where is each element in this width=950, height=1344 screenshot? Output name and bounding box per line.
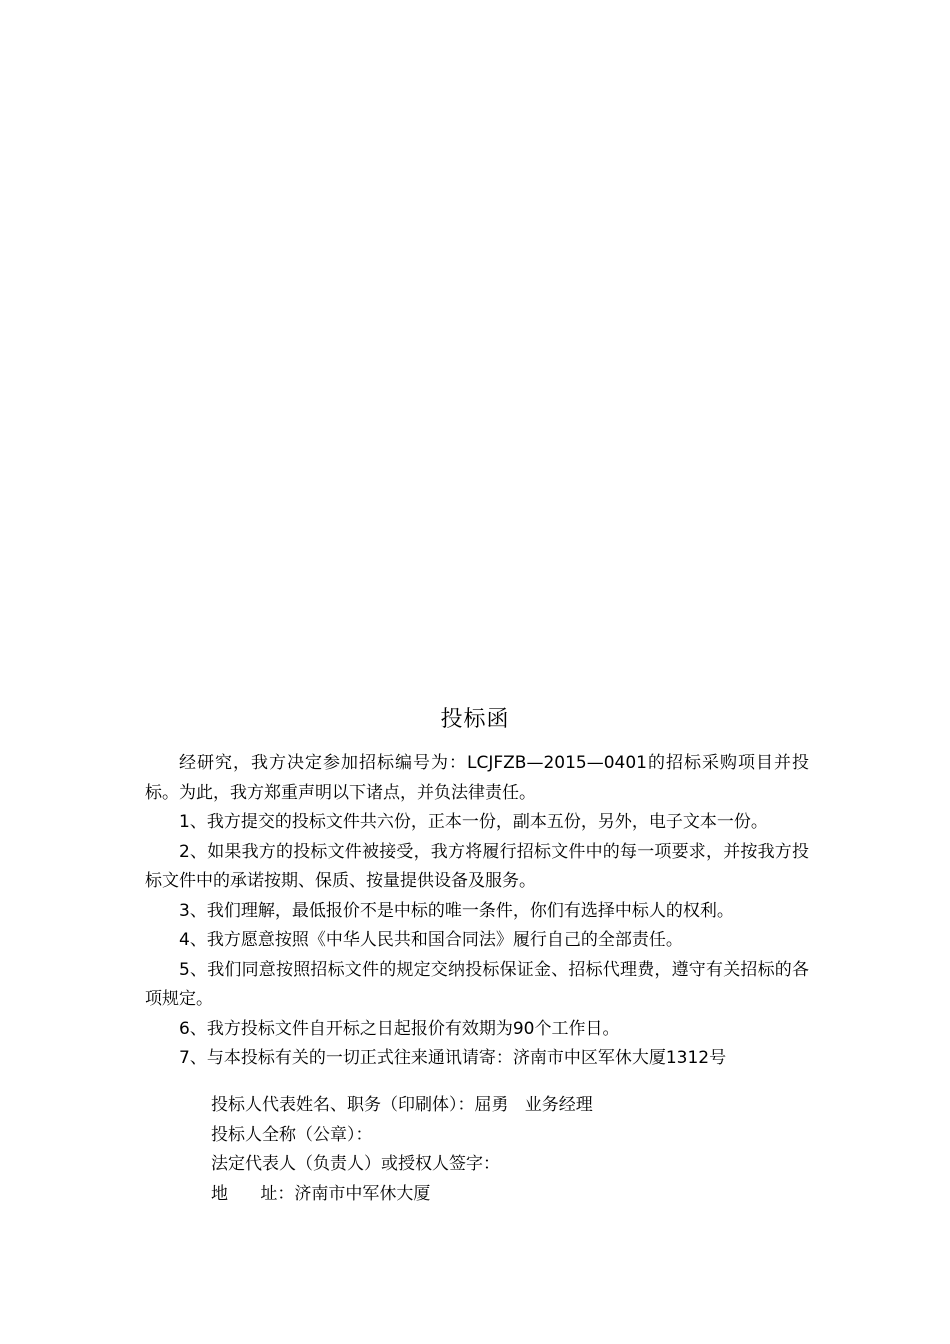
bidder-full-name-line: 投标人全称（公章）： [211,1124,373,1145]
intro-paragraph: 经研究，我方决定参加招标编号为：LCJFZB—2015—0401的招标采购项目并投标。为此，我方郑重声明以下诸点，并负法律责任。 [145,753,809,803]
clause-7: 7、与本投标有关的一切正式往来通讯请寄：济南市中区军休大厦1312号 [179,1048,727,1068]
document-title: 投标函 [440,707,510,732]
clause-5: 5、我们同意按照招标文件的规定交纳投标保证金、招标代理费，遵守有关招标的各项规定。 [145,959,809,1009]
representative-line: 投标人代表姓名、职务（印刷体）：屈勇 业务经理 [211,1095,593,1115]
clause-2: 2、如果我方的投标文件被接受，我方将履行招标文件中的每一项要求，并按我方投标文件中的承诺按期、保质、按量提供设备及服务。 [145,841,809,891]
address-line: 地 址：济南市中军休大厦 [211,1183,431,1204]
signature-block [211,1091,811,1209]
letter-body [145,749,809,1074]
clause-3: 3、我们理解，最低报价不是中标的唯一条件，你们有选择中标人的权利。 [179,900,734,921]
clause-6: 6、我方投标文件自开标之日起报价有效期为90个工作日。 [179,1018,620,1039]
clause-4: 4、我方愿意按照《中华人民共和国合同法》履行自己的全部责任。 [179,930,683,950]
clause-1: 1、我方提交的投标文件共六份，正本一份，副本五份，另外，电子文本一份。 [179,812,768,832]
legal-representative-line: 法定代表人（负责人）或授权人签字： [211,1154,500,1174]
